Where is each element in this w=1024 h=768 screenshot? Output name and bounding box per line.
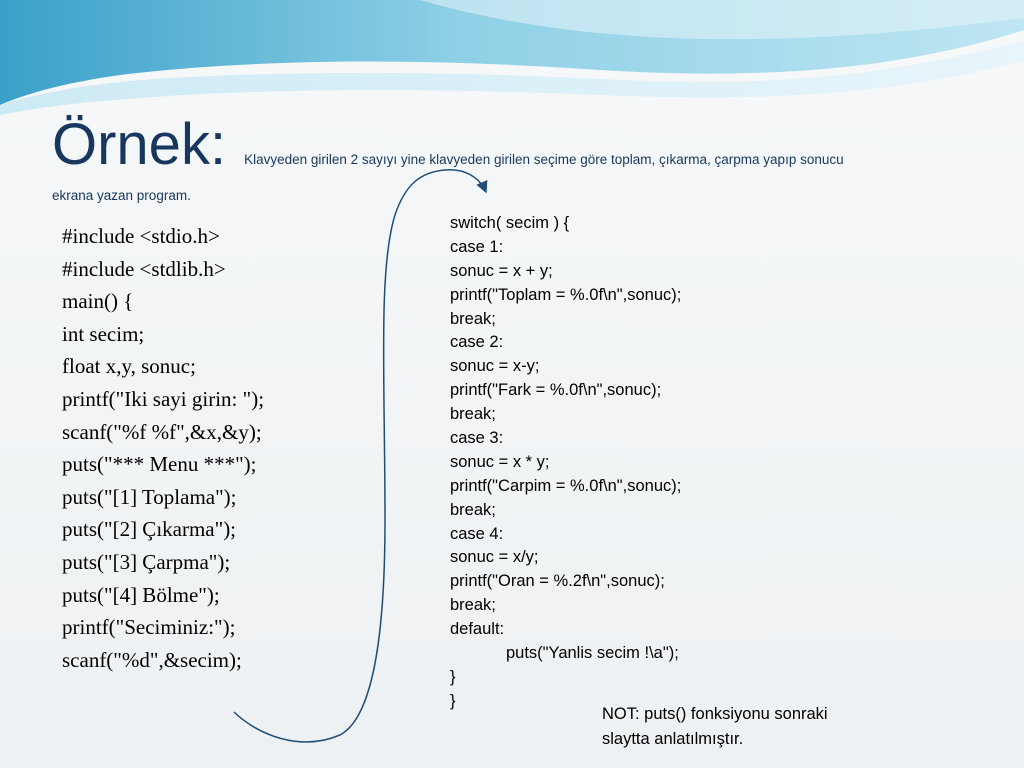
code-line: puts("[1] Toplama"); xyxy=(62,484,237,509)
code-line: #include <stdlib.h> xyxy=(62,256,226,281)
code-line: case 1: xyxy=(450,237,504,256)
code-line: break; xyxy=(450,596,496,615)
code-line: printf("Carpim = %.0f\n",sonuc); xyxy=(450,476,682,495)
note-line-1: NOT: puts() fonksiyonu sonraki xyxy=(602,705,828,723)
code-line: break; xyxy=(450,405,496,424)
code-line: int secim; xyxy=(62,321,145,346)
left-code-block xyxy=(62,220,264,676)
code-line: puts("[3] Çarpma"); xyxy=(62,549,231,574)
code-line: scanf("%f %f",&x,&y); xyxy=(62,419,262,444)
code-line: printf("Oran = %.2f\n",sonuc); xyxy=(450,572,665,591)
code-line: } xyxy=(450,691,456,710)
note-box xyxy=(602,702,828,752)
code-line: puts("[2] Çıkarma"); xyxy=(62,517,237,542)
code-line: float x,y, sonuc; xyxy=(62,354,196,379)
code-line: sonuc = x-y; xyxy=(450,357,540,376)
code-line: break; xyxy=(450,309,496,328)
subtitle-continuation: ekrana yazan program. xyxy=(52,188,191,203)
title-text: Örnek: xyxy=(52,112,227,177)
note-line-2: slaytta anlatılmıştır. xyxy=(602,730,744,748)
code-line: default: xyxy=(450,620,505,639)
arrow-path xyxy=(234,170,486,742)
code-line: sonuc = x/y; xyxy=(450,548,539,567)
code-line: puts("*** Menu ***"); xyxy=(62,452,257,477)
code-line: puts("[4] Bölme"); xyxy=(62,582,220,607)
code-line: printf("Toplam = %.0f\n",sonuc); xyxy=(450,285,682,304)
code-line: sonuc = x + y; xyxy=(450,261,553,280)
right-code-block xyxy=(450,212,681,714)
code-line: printf("Fark = %.0f\n",sonuc); xyxy=(450,381,662,400)
code-line: } xyxy=(450,667,456,686)
code-line: case 4: xyxy=(450,524,504,543)
slide-title xyxy=(52,110,844,180)
code-line: printf("Seciminiz:"); xyxy=(62,615,236,640)
code-line: switch( secim ) { xyxy=(450,214,570,232)
code-line: #include <stdio.h> xyxy=(62,224,220,248)
code-line: main() { xyxy=(62,289,134,314)
code-line: case 3: xyxy=(450,429,504,448)
code-line: break; xyxy=(450,500,496,519)
code-line: case 2: xyxy=(450,333,504,352)
code-line: scanf("%d",&secim); xyxy=(62,647,242,672)
subtitle-text: Klavyeden girilen 2 sayıyı yine klavyeden girilen seçime göre toplam, çıkarma, çarpma yapıp sonucu xyxy=(244,152,844,167)
code-line: puts("Yanlis secim !\a"); xyxy=(506,644,679,663)
code-line: printf("Iki sayi girin: "); xyxy=(62,386,265,411)
code-line: sonuc = x * y; xyxy=(450,452,550,471)
